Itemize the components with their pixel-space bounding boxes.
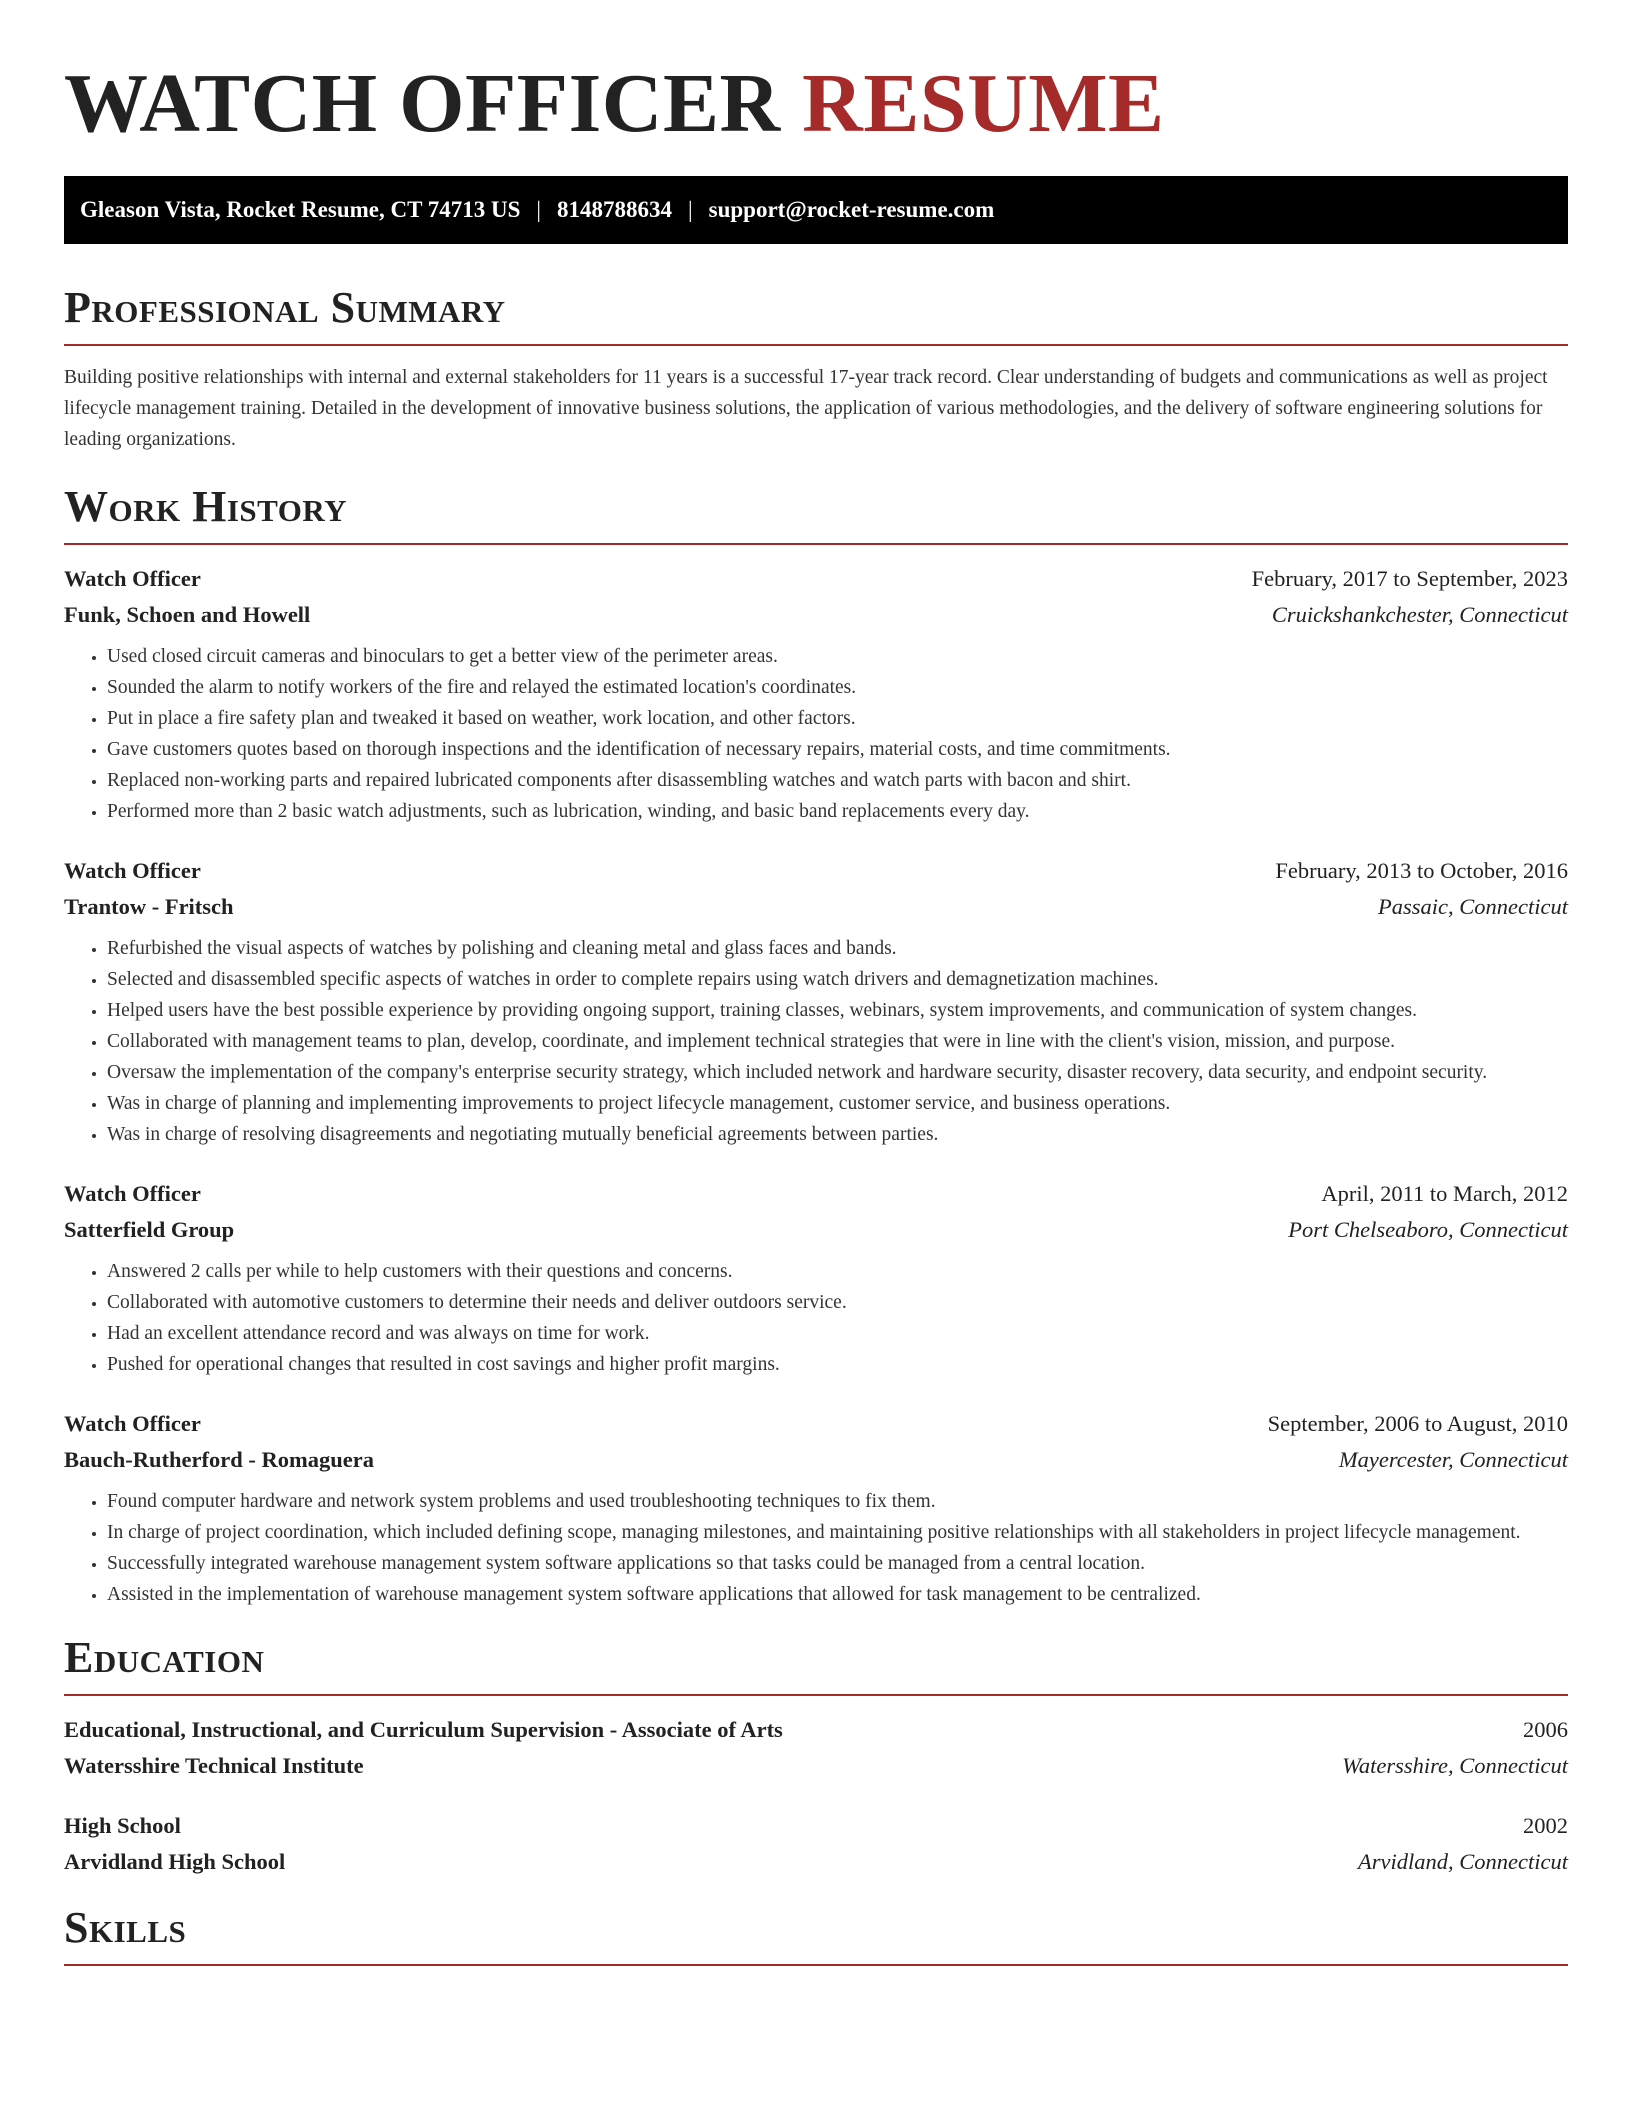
- job-location: Passaic, Connecticut: [1378, 894, 1568, 919]
- list-item: • Helped users have the best possible experience by providing ongoing support, training classes, webinars, system improvements, and communication of system changes.: [107, 995, 1568, 1026]
- job-entry: [64, 853, 1568, 1150]
- education-entry: [64, 1712, 1568, 1784]
- list-item: • Gave customers quotes based on thorough inspections and the identification of necessary repairs, material costs, and time commitments.: [107, 734, 1568, 765]
- section-divider: [64, 543, 1568, 545]
- list-item: • Used closed circuit cameras and binoculars to get a better view of the perimeter areas.: [107, 641, 1568, 672]
- education-section: [64, 1632, 1568, 1880]
- section-heading: Professional Summary: [64, 283, 506, 332]
- list-item: • Collaborated with management teams to plan, develop, coordinate, and implement technical strategies that were in line with the client's vision, mission, and purpose.: [107, 1026, 1568, 1057]
- job-dates: February, 2013 to October, 2016: [1275, 858, 1568, 883]
- education-degree: High School: [64, 1813, 181, 1838]
- list-item: • Assisted in the implementation of warehouse management system software applications that allowed for task management to be centralized.: [107, 1579, 1568, 1610]
- job-company: Funk, Schoen and Howell: [64, 602, 311, 627]
- job-bullets: [64, 641, 1568, 827]
- job-title: Watch Officer: [64, 1411, 201, 1436]
- job-dates: April, 2011 to March, 2012: [1321, 1181, 1568, 1206]
- job-dates: February, 2017 to September, 2023: [1251, 566, 1568, 591]
- list-item: • Pushed for operational changes that resulted in cost savings and higher profit margins.: [107, 1349, 1568, 1380]
- job-location: Port Chelseaboro, Connecticut: [1288, 1217, 1568, 1242]
- education-entry: [64, 1808, 1568, 1880]
- list-item: • Found computer hardware and network system problems and used troubleshooting techniques to fix them.: [107, 1486, 1568, 1517]
- list-item: • Performed more than 2 basic watch adjustments, such as lubrication, winding, and basic band replacements every day.: [107, 796, 1568, 827]
- section-divider: [64, 1964, 1568, 1966]
- list-item: • Was in charge of resolving disagreements and negotiating mutually beneficial agreements between parties.: [107, 1119, 1568, 1150]
- job-company: Bauch-Rutherford - Romaguera: [64, 1447, 374, 1472]
- summary-text: Building positive relationships with internal and external stakeholders for 11 years is a successful 17-year track record. Clear understanding of budgets and communications as well as project lifecycle management training. Detailed in the development of innovative business solutions, the application of various methodologies, and the delivery of software engineering solutions for leading organizations.: [64, 367, 1548, 450]
- list-item: • Successfully integrated warehouse management system software applications so that tasks could be managed from a central location.: [107, 1548, 1568, 1579]
- contact-separator: |: [688, 197, 693, 222]
- skills-section: [64, 1902, 1568, 1966]
- job-company: Trantow - Fritsch: [64, 894, 234, 919]
- job-location: Mayercester, Connecticut: [1338, 1447, 1568, 1472]
- job-bullets: [64, 1486, 1568, 1610]
- section-divider: [64, 344, 1568, 346]
- job-title: Watch Officer: [64, 1181, 201, 1206]
- contact-bar: [64, 176, 1568, 244]
- section-heading: Education: [64, 1633, 265, 1682]
- education-year: 2006: [1523, 1717, 1568, 1742]
- education-school: Watersshire Technical Institute: [64, 1753, 364, 1778]
- education-location: Arvidland, Connecticut: [1358, 1849, 1568, 1874]
- list-item: • Collaborated with automotive customers to determine their needs and deliver outdoors service.: [107, 1287, 1568, 1318]
- section-heading: Skills: [64, 1903, 187, 1952]
- job-company: Satterfield Group: [64, 1217, 235, 1242]
- job-location: Cruickshankchester, Connecticut: [1271, 602, 1568, 627]
- list-item: • Answered 2 calls per while to help customers with their questions and concerns.: [107, 1256, 1568, 1287]
- contact-separator: |: [536, 197, 542, 222]
- contact-address: Gleason Vista, Rocket Resume, CT 74713 US: [80, 197, 521, 222]
- education-school: Arvidland High School: [64, 1849, 286, 1874]
- work-history-section: [64, 481, 1568, 1610]
- contact-email: support@rocket-resume.com: [708, 197, 995, 222]
- title-main: WATCH OFFICER: [64, 57, 781, 150]
- job-title: Watch Officer: [64, 566, 201, 591]
- list-item: • Sounded the alarm to notify workers of the fire and relayed the estimated location's coordinates.: [107, 672, 1568, 703]
- job-entry: [64, 561, 1568, 827]
- job-entry: [64, 1406, 1568, 1610]
- job-title: Watch Officer: [64, 858, 201, 883]
- job-entry: [64, 1176, 1568, 1380]
- list-item: • Had an excellent attendance record and was always on time for work.: [107, 1318, 1568, 1349]
- section-divider: [64, 1694, 1568, 1696]
- title-accent: RESUME: [802, 57, 1165, 150]
- section-heading: Work History: [64, 482, 348, 531]
- list-item: • Replaced non-working parts and repaired lubricated components after disassembling watches and watch parts with bacon and shirt.: [107, 765, 1568, 796]
- list-item: • Selected and disassembled specific aspects of watches in order to complete repairs using watch drivers and demagnetization machines.: [107, 964, 1568, 995]
- job-bullets: [64, 1256, 1568, 1380]
- education-location: Watersshire, Connecticut: [1342, 1753, 1568, 1778]
- job-dates: September, 2006 to August, 2010: [1267, 1411, 1568, 1436]
- summary-section: [64, 282, 1568, 455]
- list-item: • Was in charge of planning and implementing improvements to project lifecycle management, customer service, and business operations.: [107, 1088, 1568, 1119]
- list-item: • Put in place a fire safety plan and tweaked it based on weather, work location, and other factors.: [107, 703, 1568, 734]
- education-year: 2002: [1523, 1813, 1568, 1838]
- contact-phone: 8148788634: [557, 197, 673, 222]
- list-item: • In charge of project coordination, which included defining scope, managing milestones, and maintaining positive relationships with all stakeholders in project lifecycle management.: [107, 1517, 1568, 1548]
- job-bullets: [64, 933, 1568, 1150]
- resume-title: [64, 0, 1568, 176]
- education-degree: Educational, Instructional, and Curriculum Supervision - Associate of Arts: [64, 1717, 783, 1742]
- list-item: • Refurbished the visual aspects of watches by polishing and cleaning metal and glass faces and bands.: [107, 933, 1568, 964]
- list-item: • Oversaw the implementation of the company's enterprise security strategy, which included network and hardware security, disaster recovery, data security, and endpoint security.: [107, 1057, 1568, 1088]
